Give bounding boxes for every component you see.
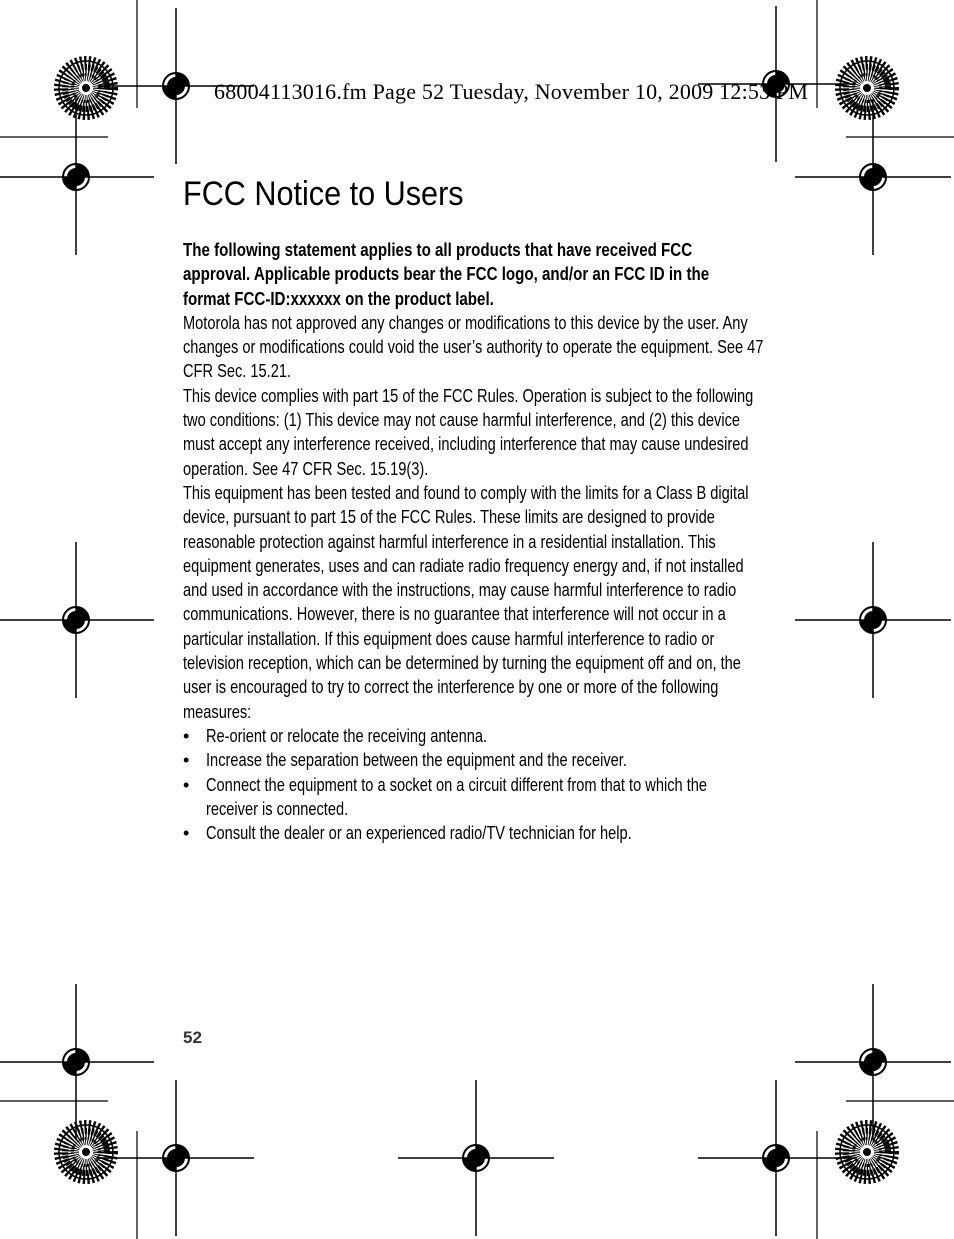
paragraph-part15-compliance: This device complies with part 15 of the FCC Rules. Operation is subject to the following two conditions: (1) This device may not cause harmful interference, and (2) this device must accept any interference received, including interference that may cause undesired operation. See 47 CFR Sec. 15.19(3). xyxy=(183,385,754,479)
measures-list xyxy=(183,724,783,845)
fcc-notice-section xyxy=(183,172,783,845)
bullet-marker: • xyxy=(183,725,190,746)
bullet-marker: • xyxy=(183,774,190,795)
list-item-text: Increase the separation between the equipment and the receiver. xyxy=(206,750,627,771)
list-item xyxy=(183,821,783,845)
intro-statement: The following statement applies to all products that have received FCC approval. Applicable products bear the FCC logo, and/or an FCC ID in the format FCC-ID:xxxxxx on the product label. xyxy=(183,240,710,309)
list-item-text: Re-orient or relocate the receiving antenna. xyxy=(206,725,488,746)
list-item xyxy=(183,748,783,772)
paragraph-modifications: Motorola has not approved any changes or modifications to this device by the user. Any changes or modifications could void the user’s authority to operate the equipment. See 47 CFR Sec. 15.21. xyxy=(183,312,764,382)
list-item-text: Consult the dealer or an experienced radio/TV technician for help. xyxy=(206,823,632,844)
paragraph-class-b-testing: This equipment has been tested and found to comply with the limits for a Class B digital device, pursuant to part 15 of the FCC Rules. These limits are designed to provide reasonable protection against harmful interference in a residential installation. This equipment generates, uses and can radiate radio frequency energy and, if not installed and used in accordance with the instructions, may cause harmful interference to radio communications. However, there is no guarantee that interference will not occur in a particular installation. If this equipment does cause harmful interference to radio or television reception, which can be determined by turning the equipment off and on, the user is encouraged to try to correct the interference by one or more of the following measures: xyxy=(183,482,749,722)
bullet-marker: • xyxy=(183,823,190,844)
print-file-header: 68004113016.fm Page 52 Tuesday, November 10, 2009 12:53 PM xyxy=(214,79,809,104)
list-item xyxy=(183,724,783,748)
list-item xyxy=(183,773,783,822)
page-title: FCC Notice to Users xyxy=(183,175,464,213)
page-number: 52 xyxy=(183,1028,202,1047)
bullet-marker: • xyxy=(183,750,190,771)
list-item-text: Connect the equipment to a socket on a circuit different from that to which the receiver is connected. xyxy=(206,774,708,819)
